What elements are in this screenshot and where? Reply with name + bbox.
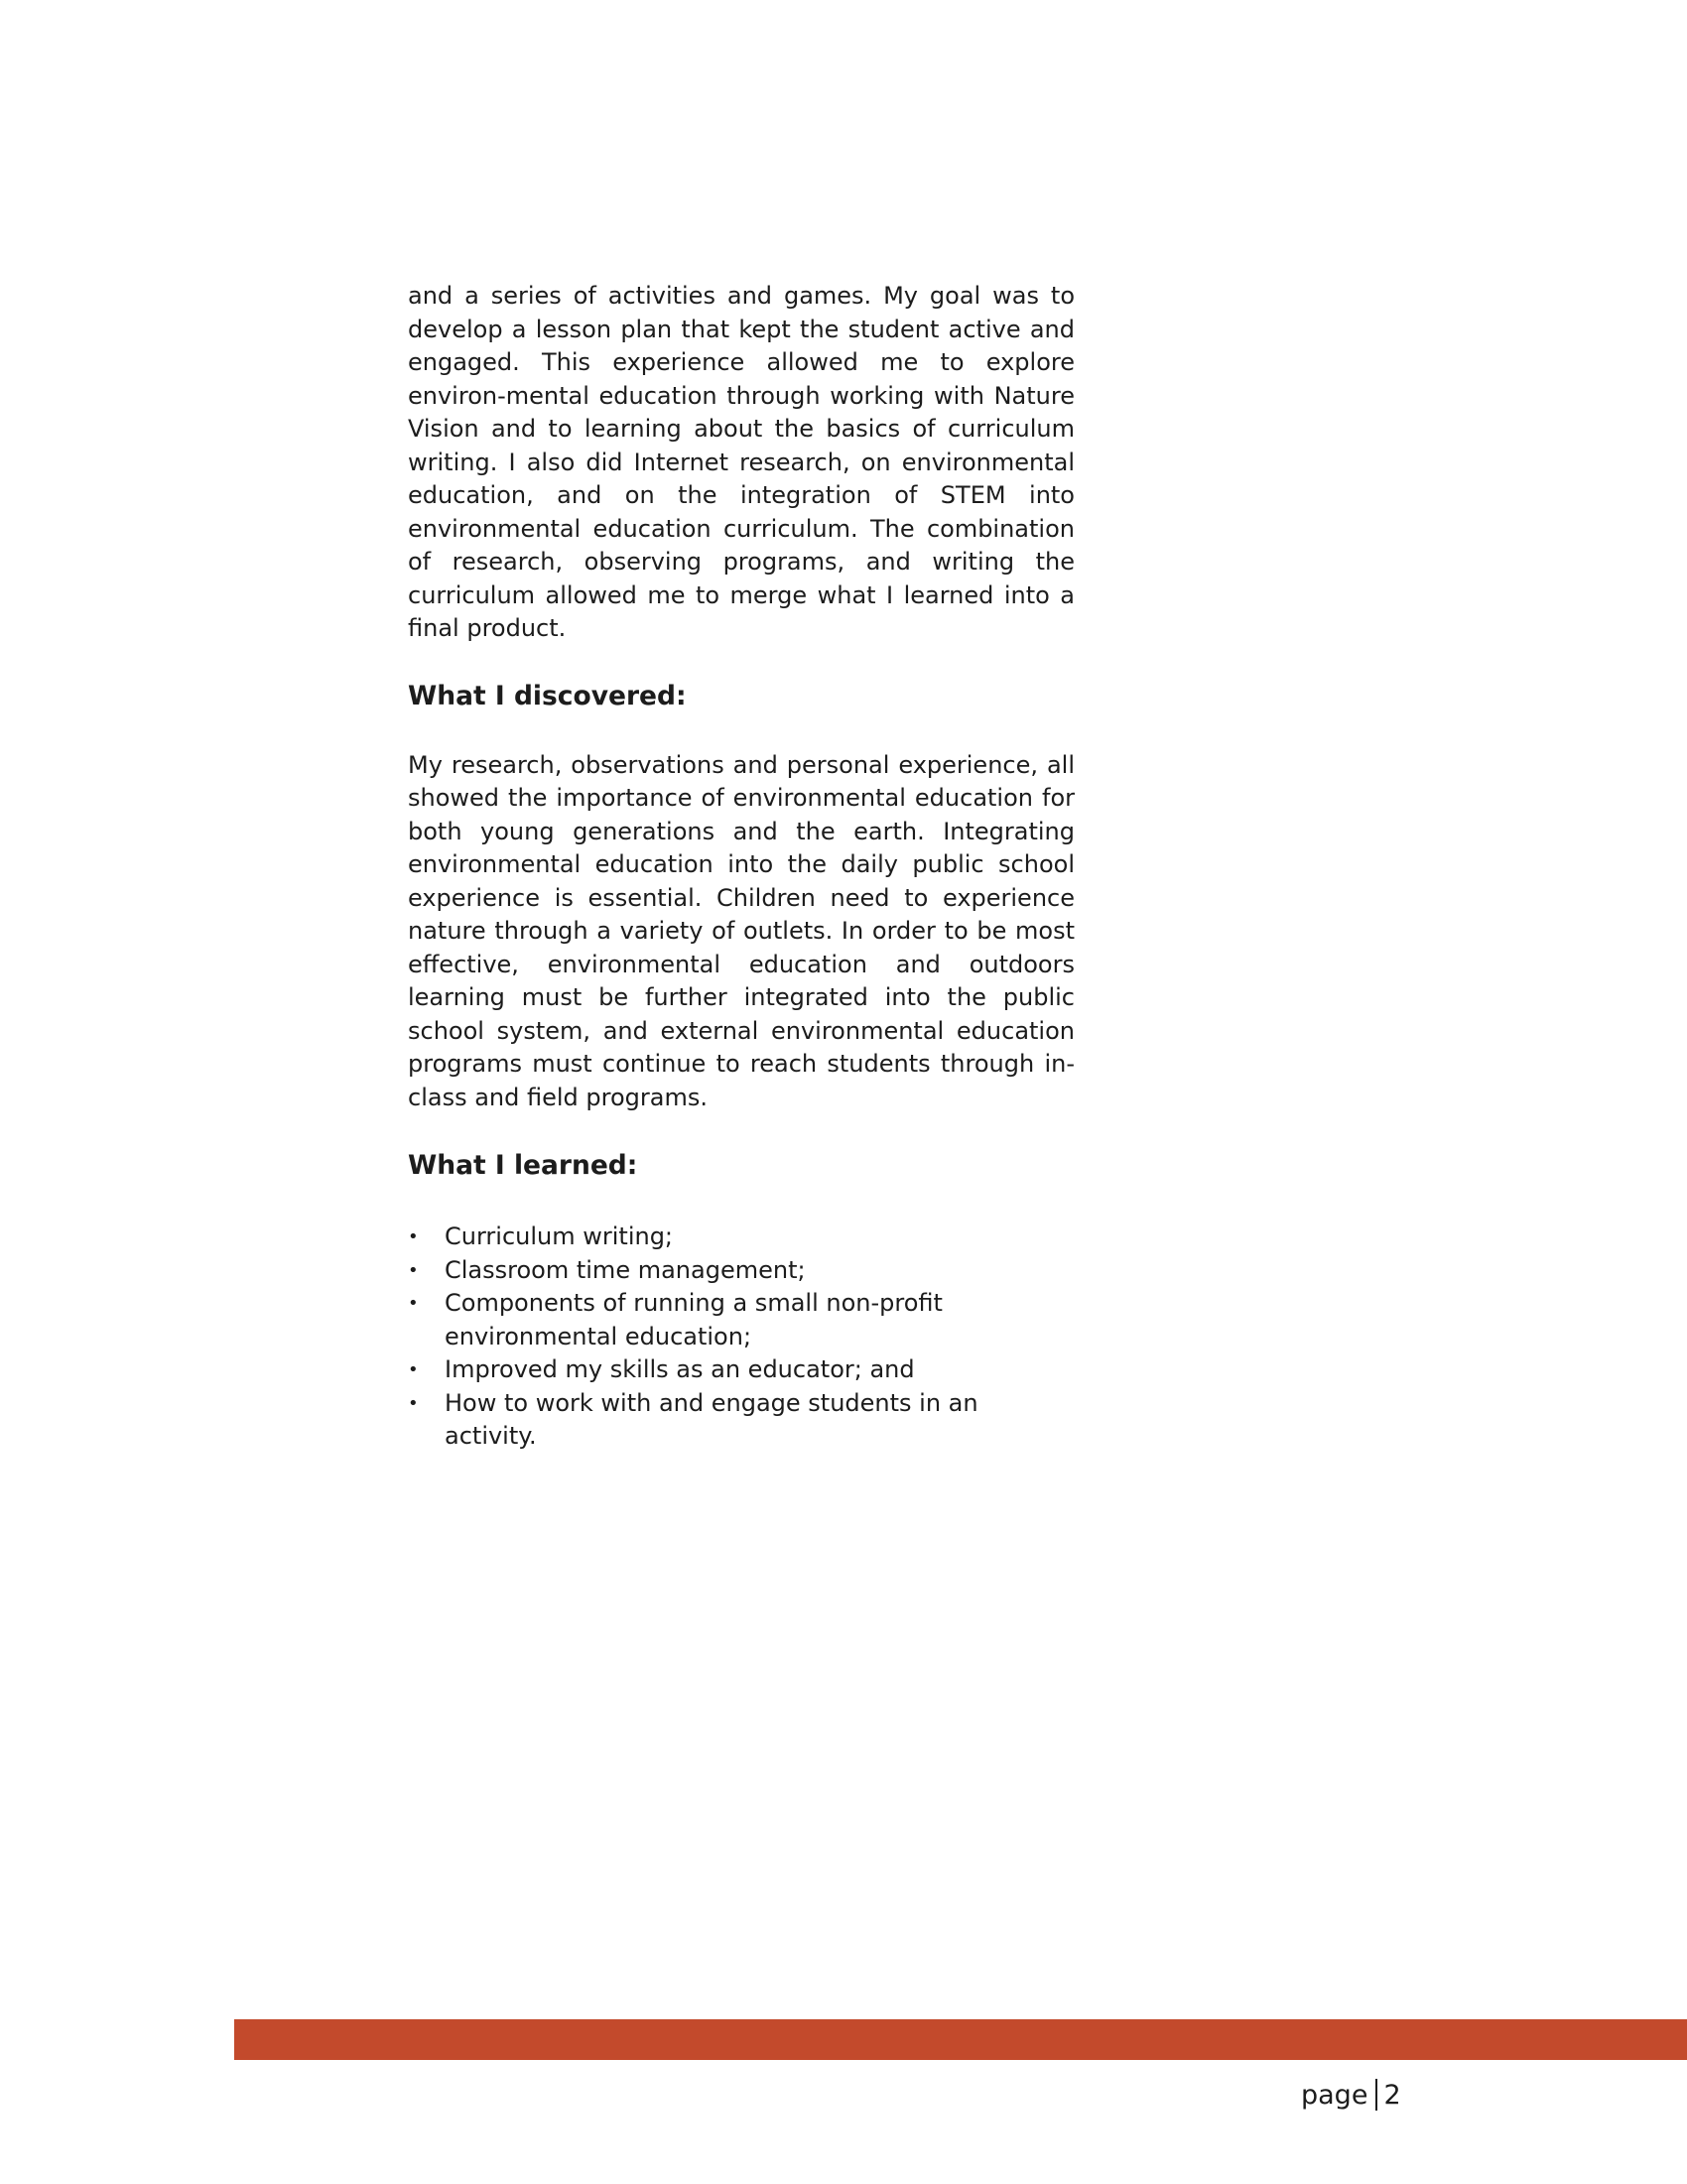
list-item-text: Curriculum writing;	[445, 1222, 674, 1250]
list-item-text: How to work with and engage students in an activity.	[445, 1388, 978, 1450]
list-item	[408, 1220, 1075, 1254]
discovered-heading: What I discovered:	[408, 680, 687, 711]
bullet-icon: •	[408, 1226, 419, 1247]
list-item	[408, 1254, 1075, 1288]
page-number-footer	[1301, 2078, 1401, 2114]
list-item	[408, 1287, 1075, 1353]
list-item-text: Improved my skills as an educator; and	[445, 1355, 915, 1383]
bullet-icon: •	[408, 1259, 419, 1281]
page-separator	[1375, 2079, 1377, 2111]
learned-heading: What I learned:	[408, 1150, 638, 1181]
intro-paragraph: and a series of activities and games. My goal was to develop a lesson plan that kept the student active and engaged. This experience allowed me to explore environ-mental education through working with Nature Vision and to learning about the basics of curriculum writing. I also did Internet research, on environmental education, and on the integration of STEM into environmental education curriculum. The combination of research, observing programs, and writing the curriculum allowed me to merge what I learned into a final product.	[408, 282, 1075, 642]
list-item-text: Classroom time management;	[445, 1255, 806, 1284]
page-label: page	[1301, 2080, 1368, 2111]
discovered-paragraph: My research, observations and personal experience, all showed the importance of environmental education for both young generations and the earth. Integrating environmental education into the daily public school experience is essential. Children need to experience nature through a variety of outlets. In order to be most effective, environmental education and outdoors learning must be further integrated into the public school system, and external environmental education programs must continue to reach students through in-class and field programs.	[408, 750, 1075, 1111]
learned-list	[408, 1220, 1075, 1454]
bullet-icon: •	[408, 1392, 419, 1414]
list-item	[408, 1387, 1075, 1454]
bullet-icon: •	[408, 1293, 419, 1314]
bullet-icon: •	[408, 1359, 419, 1380]
footer-accent-bar	[234, 2019, 1687, 2060]
page-content	[408, 280, 1075, 1454]
list-item	[408, 1353, 1075, 1387]
list-item-text: Components of running a small non-profit environmental education;	[445, 1289, 943, 1350]
page-number: 2	[1383, 2080, 1401, 2111]
